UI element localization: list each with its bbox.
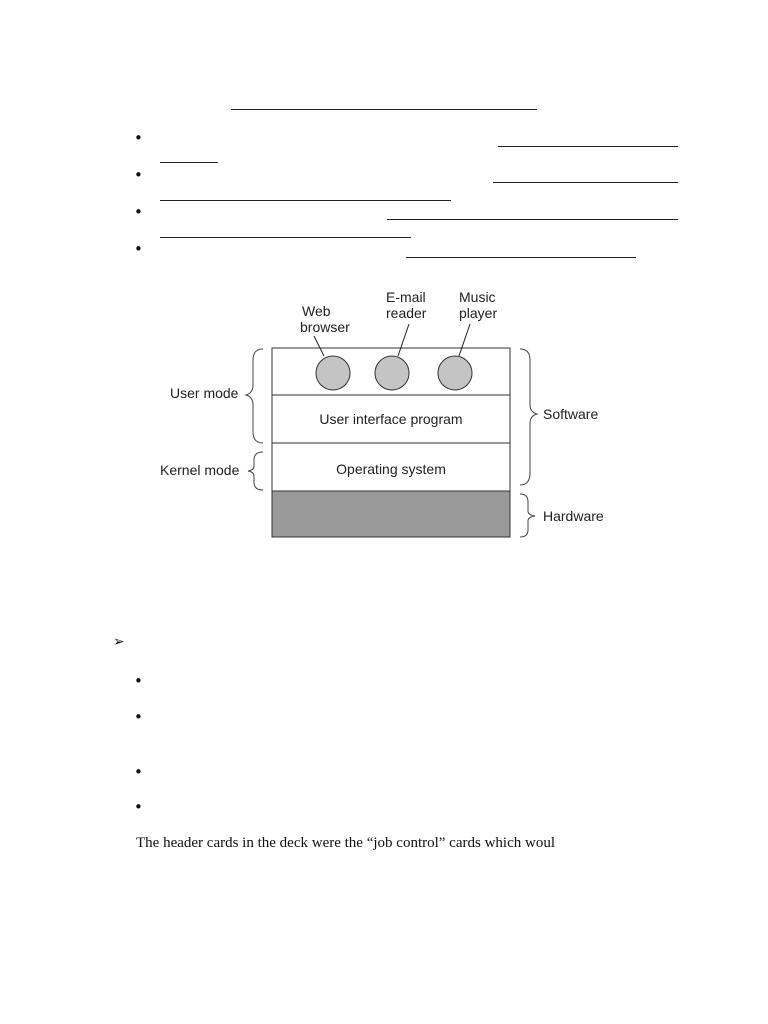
bullet-icon: •: [134, 240, 143, 258]
bullet-icon: •: [134, 798, 143, 816]
body-paragraph: The header cards in the deck were the “job control” cards which woul: [136, 835, 555, 851]
app-label: Music: [459, 289, 496, 305]
arrow-bullet-icon: ➢: [113, 634, 125, 650]
user-mode-brace: [246, 349, 263, 443]
email-reader-circle: [375, 356, 409, 390]
app-label: E-mail: [386, 289, 426, 305]
music-player-circle: [438, 356, 472, 390]
ui-program-label: User interface program: [319, 411, 463, 427]
app-label: Web: [302, 303, 331, 319]
app-label: browser: [300, 319, 350, 335]
bullet-icon: •: [134, 672, 143, 690]
web-browser-circle: [316, 356, 350, 390]
bullet-icon: •: [134, 203, 143, 221]
kernel-mode-brace: [248, 452, 263, 490]
bullet-icon: •: [134, 129, 143, 147]
app-label: player: [459, 305, 498, 321]
bullet-icon: •: [134, 763, 143, 781]
bullet-icon: •: [134, 166, 143, 184]
software-brace: [520, 349, 537, 485]
hardware-label: Hardware: [543, 508, 604, 524]
hardware-brace: [520, 494, 535, 537]
os-label: Operating system: [336, 461, 446, 477]
bullet-icon: •: [134, 708, 143, 726]
app-label: reader: [386, 305, 427, 321]
hardware-layer: [272, 491, 510, 537]
user-mode-label: User mode: [170, 385, 239, 401]
software-label: Software: [543, 406, 599, 422]
kernel-mode-label: Kernel mode: [160, 462, 240, 478]
